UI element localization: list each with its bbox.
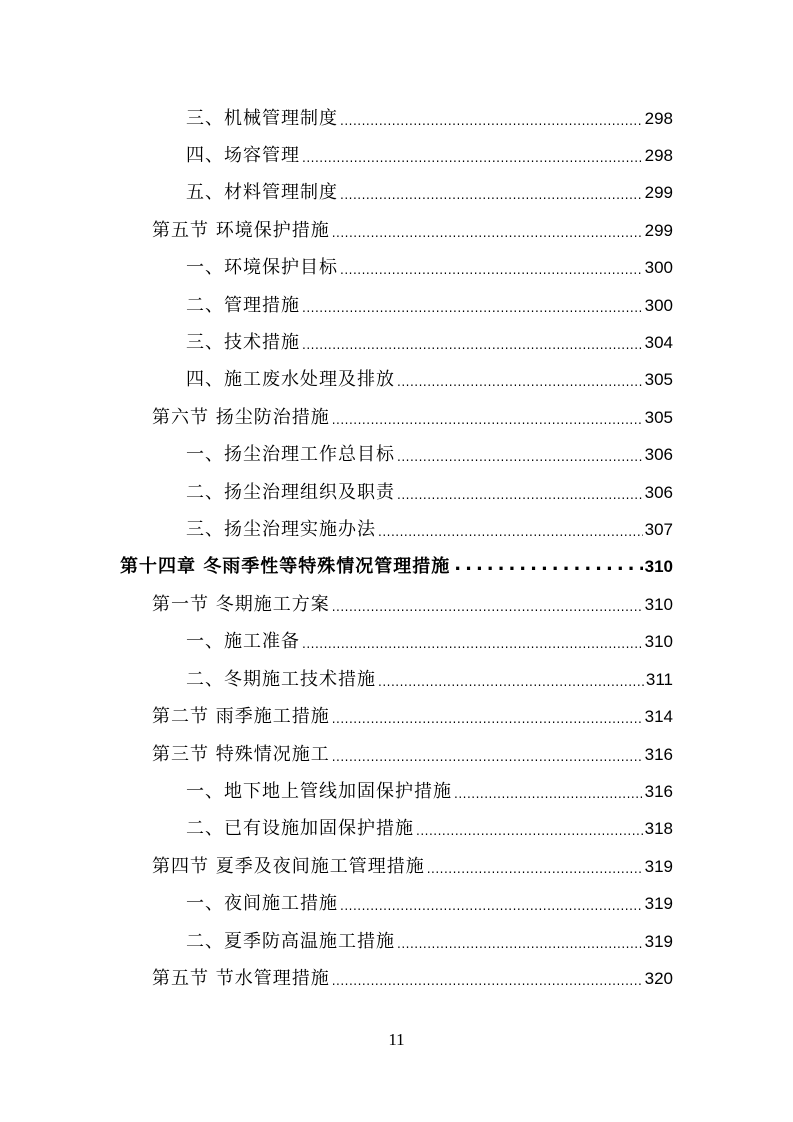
toc-entry-page: 304 [644,333,673,352]
toc-entry-page: 316 [644,782,673,801]
toc-entry-page: 314 [644,707,673,726]
toc-entry-page: 298 [644,146,673,165]
dot-leader [302,327,643,364]
dot-leader [454,546,642,583]
toc-entry[interactable] [152,212,673,249]
toc-entry-title: 五、材料管理制度 [186,182,338,203]
toc-entry-page: 310 [644,557,673,576]
toc-entry[interactable] [186,923,673,960]
toc-entry-title: 一、环境保护目标 [186,257,338,278]
toc-entry[interactable] [186,661,673,698]
dot-leader [378,664,644,701]
toc-entry[interactable] [186,324,673,361]
toc-entry[interactable] [152,399,673,436]
dot-leader [427,851,643,888]
toc-entry[interactable] [186,511,673,548]
dot-leader [302,290,643,327]
toc-entry-page: 310 [644,632,673,651]
toc-entry-title: 三、扬尘治理实施办法 [186,519,376,540]
toc-entry[interactable] [186,885,673,922]
toc-entry-title: 第六节 扬尘防治措施 [152,407,330,428]
toc-entry-page: 300 [644,296,673,315]
dot-leader [397,439,643,476]
toc-entry-page: 307 [644,520,673,539]
toc-entry-title: 一、地下地上管线加固保护措施 [186,781,452,802]
toc-entry-page: 320 [644,969,673,988]
toc-entry[interactable] [186,174,673,211]
dot-leader [332,963,643,1000]
toc-entry-page: 305 [644,408,673,427]
toc-entry-page: 311 [645,670,673,689]
toc-entry[interactable] [120,548,673,585]
toc-entry-page: 300 [644,258,673,277]
toc-entry-page: 298 [644,109,673,128]
dot-leader [454,776,643,813]
toc-entry-title: 第四节 夏季及夜间施工管理措施 [152,856,425,877]
toc-entry-title: 一、扬尘治理工作总目标 [186,444,395,465]
toc-entry-title: 第二节 雨季施工措施 [152,706,330,727]
toc-entry-page: 305 [644,370,673,389]
dot-leader [302,140,643,177]
toc-entry[interactable] [186,100,673,137]
toc-entry-title: 第五节 节水管理措施 [152,968,330,989]
toc-entry[interactable] [152,848,673,885]
dot-leader [332,701,643,738]
dot-leader [302,626,643,663]
toc-entry-title: 四、场容管理 [186,145,300,166]
toc-entry-title: 第一节 冬期施工方案 [152,594,330,615]
toc-entry[interactable] [152,698,673,735]
dot-leader [397,477,643,514]
toc-entry[interactable] [186,361,673,398]
toc-entry-page: 306 [644,445,673,464]
toc-entry-title: 一、夜间施工措施 [186,893,338,914]
toc-entry-title: 二、管理措施 [186,295,300,316]
toc-entry-page: 319 [644,894,673,913]
dot-leader [332,589,643,626]
dot-leader [397,926,643,963]
dot-leader [340,177,643,214]
toc-entry-title: 一、施工准备 [186,631,300,652]
toc-entry-title: 三、技术措施 [186,332,300,353]
dot-leader [340,252,643,289]
toc-entry[interactable] [152,736,673,773]
toc-entry-title: 四、施工废水处理及排放 [186,369,395,390]
toc-entry-page: 318 [644,819,673,838]
toc-entry-title: 二、冬期施工技术措施 [186,669,376,690]
dot-leader [332,402,643,439]
toc-entry-page: 319 [644,857,673,876]
toc-entry[interactable] [152,960,673,997]
dot-leader [332,739,643,776]
toc-entry-title: 第十四章 冬雨季性等特殊情况管理措施 [120,556,451,577]
toc-entry[interactable] [186,773,673,810]
toc-entry-page: 310 [644,595,673,614]
toc-entry[interactable] [186,249,673,286]
toc-entry[interactable] [186,436,673,473]
toc-entry-title: 二、夏季防高温施工措施 [186,931,395,952]
toc-entry-title: 第五节 环境保护措施 [152,220,330,241]
toc-entry[interactable] [186,810,673,847]
toc-entry-page: 306 [644,483,673,502]
dot-leader [416,813,643,850]
toc-entry-page: 299 [644,183,673,202]
dot-leader [332,215,643,252]
toc-entry-title: 第三节 特殊情况施工 [152,744,330,765]
dot-leader [397,364,643,401]
dot-leader [340,888,643,925]
toc-entry-title: 三、机械管理制度 [186,108,338,129]
toc-entry-page: 316 [644,745,673,764]
toc-entry-page: 319 [644,932,673,951]
toc-entry-page: 299 [644,221,673,240]
toc-entry[interactable] [186,623,673,660]
toc-entry-title: 二、扬尘治理组织及职责 [186,482,395,503]
toc-entry[interactable] [186,474,673,511]
toc-entry-title: 二、已有设施加固保护措施 [186,818,414,839]
toc-entry[interactable] [152,586,673,623]
toc-entry[interactable] [186,137,673,174]
toc-entry[interactable] [186,287,673,324]
dot-leader [340,103,643,140]
page-number: 11 [388,1030,405,1049]
